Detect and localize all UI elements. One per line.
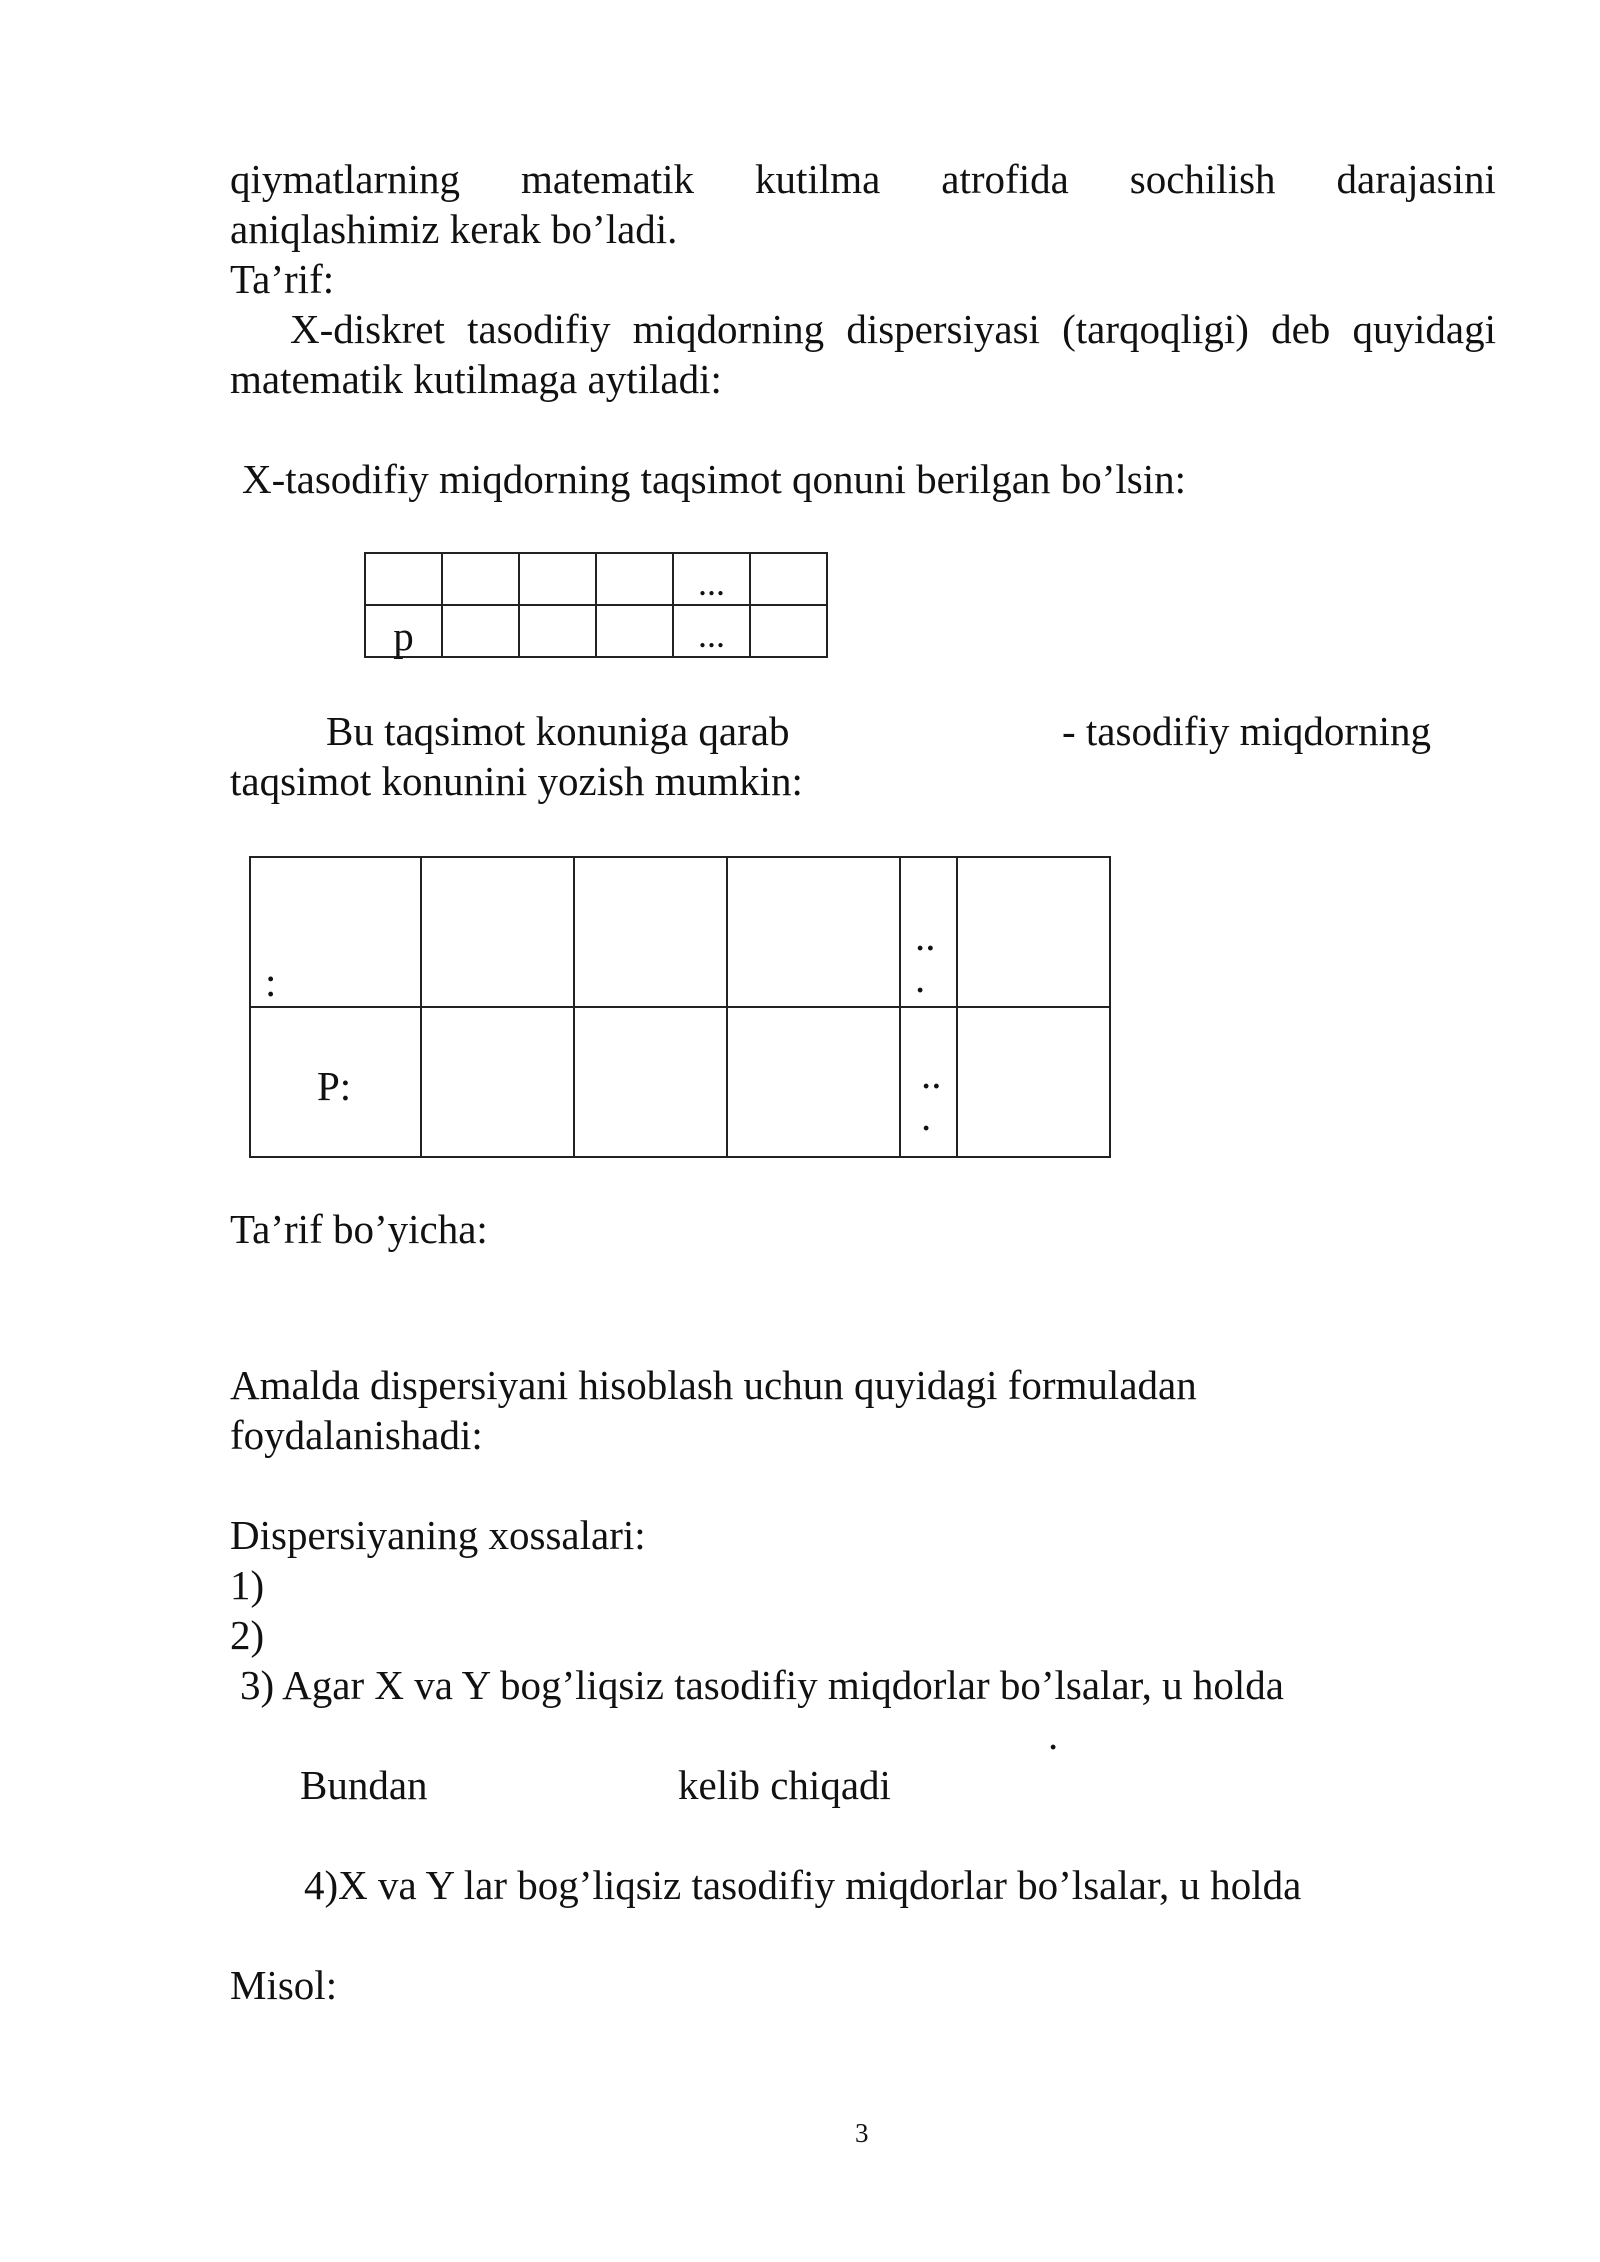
table-cell [519,553,596,605]
para1-line2: aniqlashimiz kerak bo’ladi. [230,206,678,252]
property-2: 2) [230,1612,265,1658]
table-row [250,857,1110,1007]
derived-distribution-table [249,856,1111,1158]
definition-line2: matematik kutilmaga aytiladi: [230,356,722,402]
properties-heading: Dispersiyaning xossalari: [230,1512,646,1558]
definition-line1: X-diskret tasodifiy miqdorning dispersiyasi (tarqoqligi) deb quyidagi [290,306,1496,352]
table-cell [574,1007,727,1157]
para1-word: atrofida [941,156,1069,202]
para1-word: sochilish [1129,156,1276,202]
table-cell [442,605,519,657]
distribution-table [364,552,828,658]
tarif-label: Ta’rif: [230,256,335,302]
para-bu-right: - tasodifiy miqdorning [1062,708,1431,754]
table-cell [574,857,727,1007]
para-bu-line2: taqsimot konunini yozish mumkin: [230,758,803,804]
table-cell [750,553,827,605]
para1-word: kutilma [755,156,881,202]
property-3: 3) Agar X va Y bog’liqsiz tasodifiy miqdorlar bo’lsalar, u holda [240,1662,1284,1708]
tarif-boyicha: Ta’rif bo’yicha: [230,1206,488,1252]
misol-label: Misol: [230,1962,338,2008]
property-1: 1) [230,1562,265,1608]
table-row [365,605,827,657]
ellipsis-bottom: . [915,955,926,1001]
table-cell [596,553,673,605]
table-cell [727,857,900,1007]
distribution-intro: X-tasodifiy miqdorning taqsimot qonuni berilgan bo’lsin: [242,456,1187,502]
bundan-text: Bundan [300,1762,428,1808]
property-3-dot: . [1048,1712,1059,1758]
ellipsis-bottom: . [921,1093,932,1139]
para1-word: qiymatlarning [230,156,461,202]
ellipsis-top: .. [915,913,936,959]
table-cell-ellipsis: ... [673,605,750,657]
row-label-colon: : [265,959,277,1005]
table-row [365,553,827,605]
table-cell [519,605,596,657]
property-4: 4)X va Y lar bog’liqsiz tasodifiy miqdorlar bo’lsalar, u holda [304,1862,1302,1908]
table-cell-ellipsis: ... [673,553,750,605]
table-row [250,1007,1110,1157]
table-cell [596,605,673,657]
amalda-line2: foydalanishadi: [230,1412,483,1458]
table-cell [957,1007,1110,1157]
para-bu-left: Bu taqsimot konuniga qarab [326,708,790,754]
table-cell-row-label [250,857,421,1007]
row-label-p: P: [317,1063,352,1109]
para1-word: darajasini [1336,156,1496,202]
table-cell [421,1007,574,1157]
ellipsis-top: .. [921,1051,942,1097]
page-number: 3 [855,2118,869,2148]
amalda-line1: Amalda dispersiyani hisoblash uchun quyidagi formuladan [230,1362,1197,1408]
table-cell-ellipsis [900,857,957,1007]
para1-line1 [230,154,1496,204]
table-cell [421,857,574,1007]
table-cell [727,1007,900,1157]
table-cell-ellipsis [900,1007,957,1157]
kelib-chiqadi-text: kelib chiqadi [678,1762,891,1808]
table-cell-p-label: p [365,605,442,657]
table-cell [750,605,827,657]
table-cell-row-label [250,1007,421,1157]
table-cell [365,553,442,605]
table-cell [442,553,519,605]
table-cell [957,857,1110,1007]
para1-word: matematik [521,156,695,202]
